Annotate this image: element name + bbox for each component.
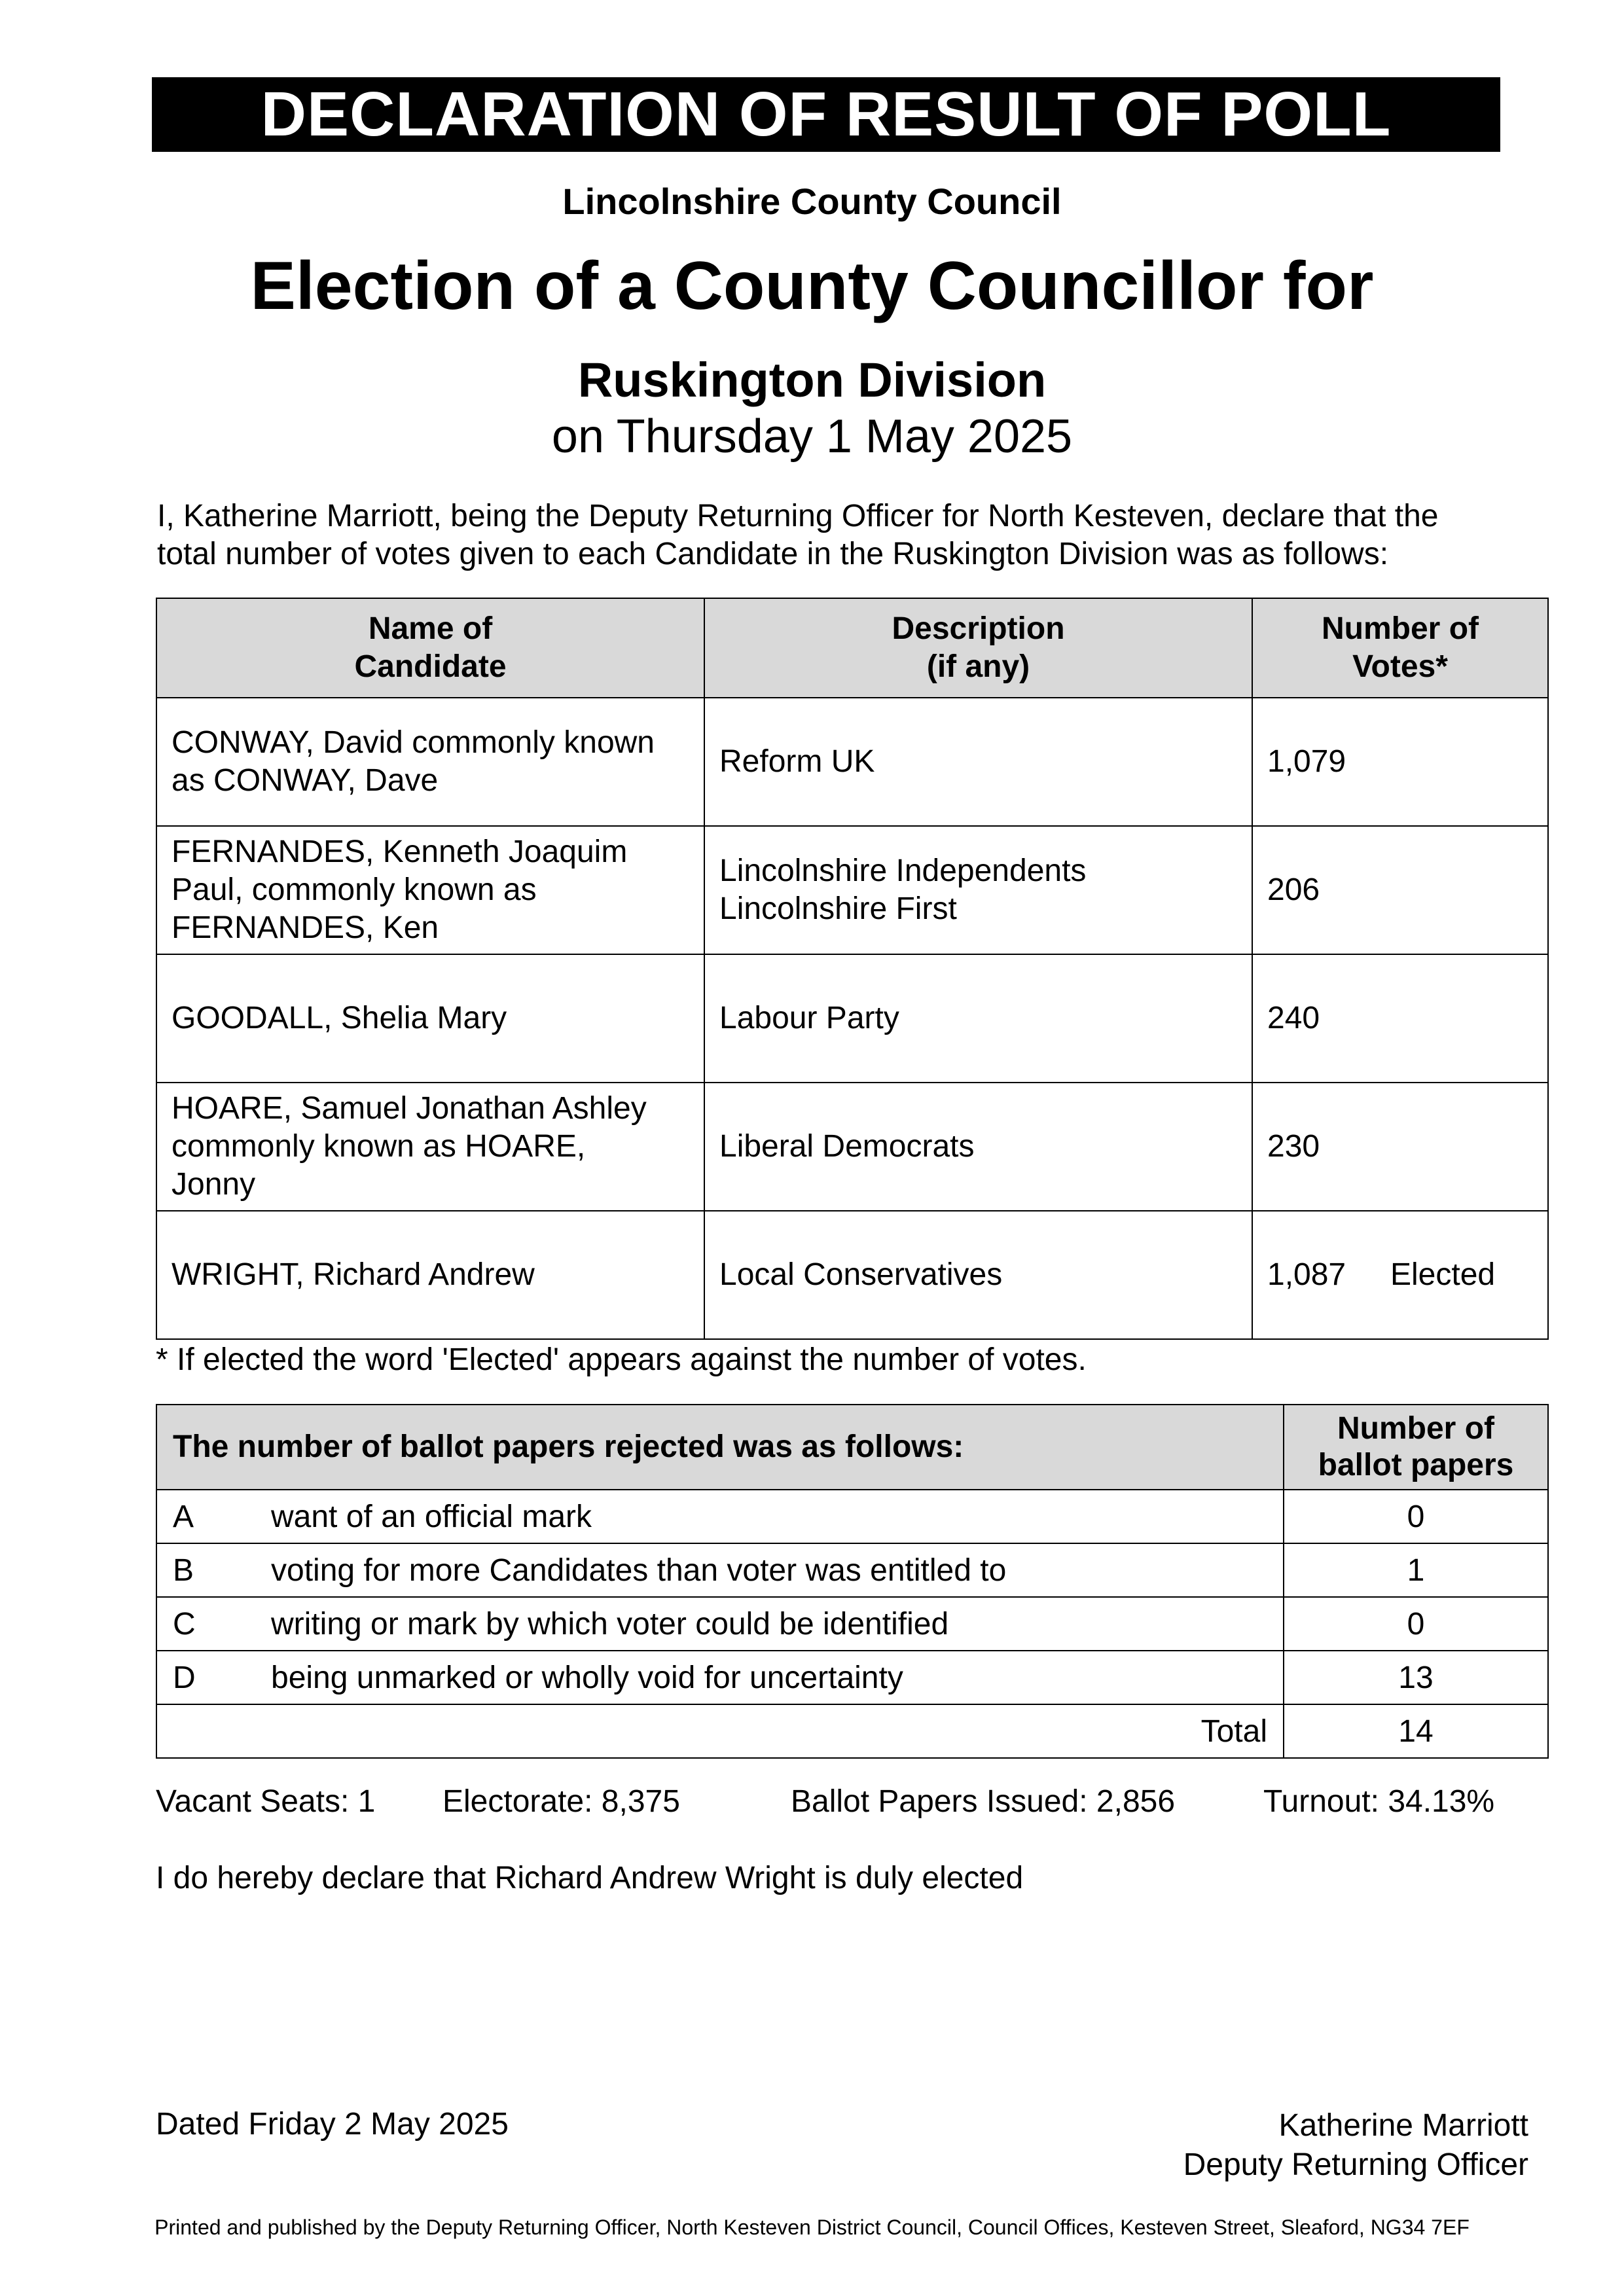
rejected-ballots-table — [156, 1404, 1549, 1759]
rejected-header-row — [156, 1405, 1548, 1490]
candidate-votes — [1252, 826, 1548, 954]
rejection-letter: A — [173, 1499, 194, 1534]
rejection-reason — [156, 1543, 1284, 1597]
votes-count: 230 — [1267, 1129, 1320, 1164]
intro-line: total number of votes given to each Candidate in the Ruskington Division was as follows: — [157, 537, 1389, 571]
rejection-reason — [156, 1490, 1284, 1543]
division-name: Ruskington Division — [577, 353, 1047, 407]
rejected-header: The number of ballot papers rejected was as follows: — [156, 1405, 1284, 1490]
candidates-table — [156, 598, 1549, 1340]
candidate-name: WRIGHT, Richard Andrew — [156, 1211, 704, 1339]
candidate-row — [156, 826, 1548, 954]
declaration-banner: DECLARATION OF RESULT OF POLL — [152, 77, 1500, 152]
rejection-text: voting for more Candidates than voter was entitled to — [271, 1552, 1007, 1588]
rejected-row — [156, 1651, 1548, 1704]
rejection-count: 1 — [1284, 1543, 1548, 1597]
ballot-papers-issued: Ballot Papers Issued: 2,856 — [791, 1784, 1176, 1819]
candidate-votes — [1252, 1083, 1548, 1211]
election-title: Election of a County Councillor for — [250, 248, 1374, 324]
rejection-count: 0 — [1284, 1490, 1548, 1543]
votes-count: 1,079 — [1267, 744, 1346, 779]
ballot-count-header: Number of ballot papers — [1284, 1405, 1548, 1490]
elected-mark: Elected — [1390, 1257, 1496, 1292]
turnout: Turnout: 34.13% — [1263, 1784, 1495, 1819]
candidate-row — [156, 1083, 1548, 1211]
candidate-name: CONWAY, David commonly known as CONWAY, Dave — [156, 698, 704, 826]
candidate-row — [156, 954, 1548, 1083]
name-column-header: Name of Candidate — [156, 598, 704, 698]
council-name: Lincolnshire County Council — [562, 181, 1062, 222]
signatory-title: Deputy Returning Officer — [1183, 2147, 1528, 2182]
rejection-text: being unmarked or wholly void for uncertainty — [271, 1660, 903, 1695]
description-column-header: Description (if any) — [704, 598, 1252, 698]
candidate-row — [156, 698, 1548, 826]
candidates-header-row — [156, 598, 1548, 698]
declaration-statement: I do hereby declare that Richard Andrew Wright is duly elected — [156, 1861, 1024, 1895]
candidate-name: HOARE, Samuel Jonathan Ashley commonly known as HOARE, Jonny — [156, 1083, 704, 1211]
candidate-name: GOODALL, Shelia Mary — [156, 954, 704, 1083]
candidate-votes — [1252, 1211, 1548, 1339]
total-value: 14 — [1284, 1704, 1548, 1758]
rejected-row — [156, 1597, 1548, 1651]
candidate-votes — [1252, 698, 1548, 826]
printed-by-footer: Printed and published by the Deputy Returning Officer, North Kesteven District Council, Council Offices, Kesteven Street, Sleaford, NG34 7EF — [154, 2215, 1470, 2239]
candidate-row — [156, 1211, 1548, 1339]
rejection-reason — [156, 1651, 1284, 1704]
rejection-letter: C — [173, 1606, 196, 1641]
candidate-votes — [1252, 954, 1548, 1083]
candidate-description: Liberal Democrats — [704, 1083, 1252, 1211]
intro-paragraph — [157, 497, 1532, 573]
rejection-letter: D — [173, 1660, 196, 1695]
candidate-description: Reform UK — [704, 698, 1252, 826]
votes-count: 206 — [1267, 872, 1320, 907]
vacant-seats: Vacant Seats: 1 — [156, 1784, 376, 1819]
votes-column-header: Number of Votes* — [1252, 598, 1548, 698]
elected-footnote: * If elected the word 'Elected' appears against the number of votes. — [156, 1342, 1087, 1377]
candidate-description: Labour Party — [704, 954, 1252, 1083]
candidate-description: Lincolnshire Independents Lincolnshire First — [704, 826, 1252, 954]
rejection-reason — [156, 1597, 1284, 1651]
signatory-block — [1183, 2106, 1528, 2185]
rejected-total-row — [156, 1704, 1548, 1758]
rejection-count: 0 — [1284, 1597, 1548, 1651]
dated-line: Dated Friday 2 May 2025 — [156, 2107, 509, 2142]
total-label: Total — [156, 1704, 1284, 1758]
rejection-letter: B — [173, 1552, 194, 1588]
rejected-row — [156, 1490, 1548, 1543]
rejected-row — [156, 1543, 1548, 1597]
votes-count: 240 — [1267, 1001, 1320, 1035]
electorate: Electorate: 8,375 — [442, 1784, 680, 1819]
poll-date: on Thursday 1 May 2025 — [551, 410, 1073, 463]
votes-count: 1,087 — [1267, 1257, 1346, 1292]
signatory-name: Katherine Marriott — [1278, 2108, 1528, 2143]
intro-line: I, Katherine Marriott, being the Deputy Returning Officer for North Kesteven, declare that the — [157, 499, 1439, 533]
candidate-description: Local Conservatives — [704, 1211, 1252, 1339]
candidate-name: FERNANDES, Kenneth Joaquim Paul, commonly known as FERNANDES, Ken — [156, 826, 704, 954]
rejection-count: 13 — [1284, 1651, 1548, 1704]
rejection-text: writing or mark by which voter could be identified — [271, 1606, 949, 1641]
rejection-text: want of an official mark — [271, 1499, 592, 1534]
